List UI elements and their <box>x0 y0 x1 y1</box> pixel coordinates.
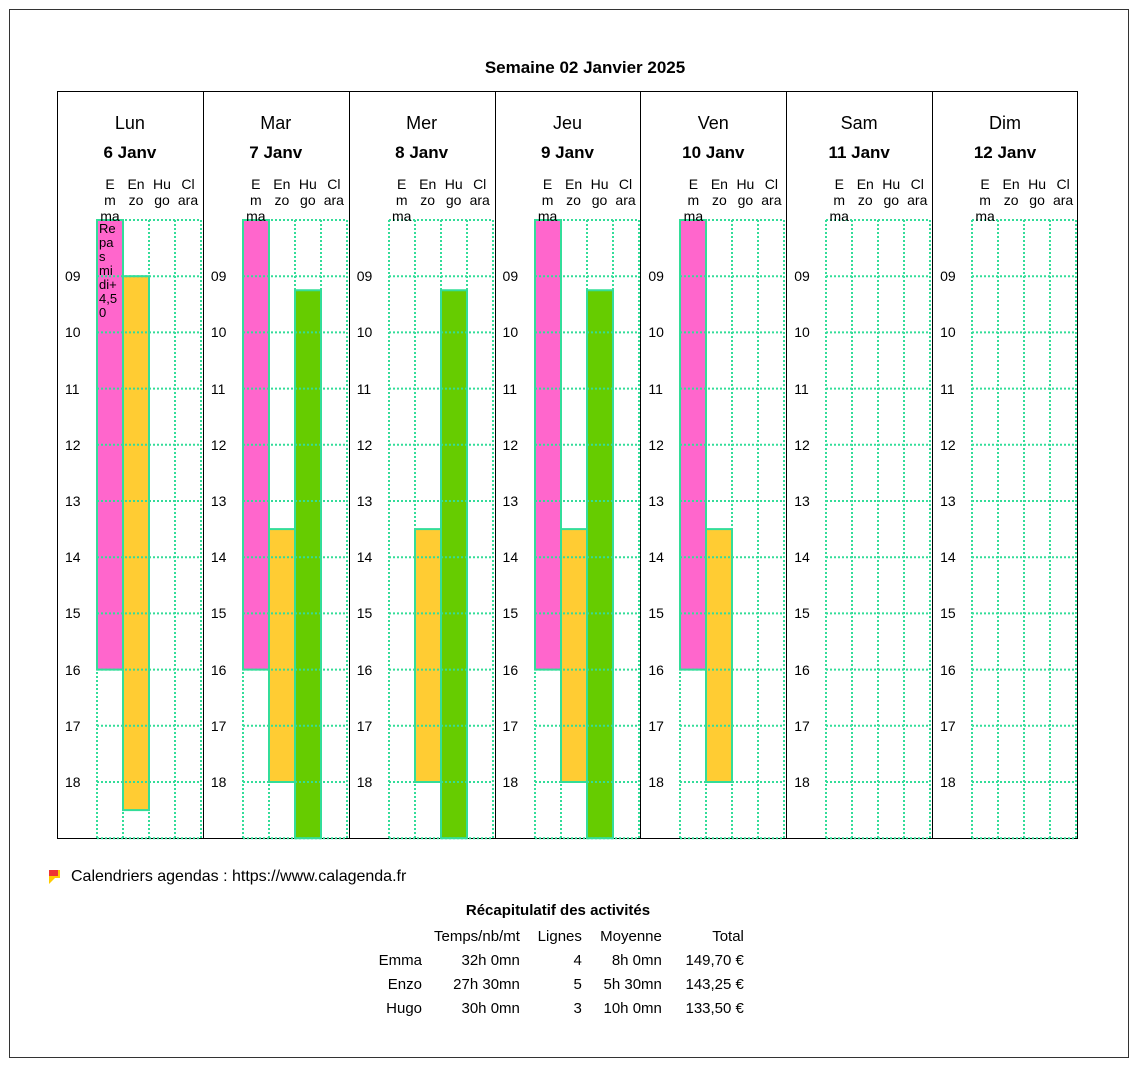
summary-cell: 10h 0mn <box>603 999 662 1017</box>
day-date: 6 Janv <box>103 143 157 162</box>
day-name: Ven <box>697 113 729 133</box>
event-block[interactable] <box>441 290 467 838</box>
hour-label: 13 <box>502 493 519 509</box>
hour-label: 16 <box>210 661 227 678</box>
summary-cell: 5 <box>573 975 582 993</box>
hour-label: 16 <box>502 661 519 678</box>
day-separator <box>932 91 933 839</box>
event-block[interactable] <box>706 529 732 782</box>
hour-label: 14 <box>65 549 81 566</box>
person-lane-label: Hu go <box>444 176 463 208</box>
summary-title: Récapitulatif des activités <box>465 902 651 919</box>
hour-label: 10 <box>356 324 373 341</box>
footer-text: Calendriers agendas : https://www.calagenda.fr <box>71 868 407 885</box>
day-column <box>932 91 1078 839</box>
day-name: Mar <box>260 113 292 133</box>
day-separator <box>495 91 496 839</box>
hour-label: 15 <box>940 605 956 622</box>
hour-label: 11 <box>794 380 809 397</box>
hour-label: 12 <box>65 436 81 453</box>
person-lane-label: Hu go <box>1028 176 1047 208</box>
hour-label: 15 <box>502 605 519 622</box>
person-lane-label: En zo <box>273 176 291 208</box>
summary-cell: 143,25 € <box>685 975 744 993</box>
summary-cell: 3 <box>573 999 582 1017</box>
hour-label: 13 <box>356 493 373 509</box>
hour-label: 14 <box>794 549 810 566</box>
event-block[interactable] <box>561 529 587 782</box>
day-name: Mer <box>406 113 438 133</box>
summary-cell: Enzo <box>387 975 422 993</box>
hour-label: 15 <box>210 605 227 622</box>
person-lane-label: E m ma <box>829 176 849 224</box>
summary-cell: 8h 0mn <box>611 951 662 969</box>
hour-label: 13 <box>210 493 227 509</box>
summary-cell: 27h 30mn <box>453 975 520 993</box>
hour-label: 14 <box>356 549 373 566</box>
day-column <box>640 91 786 839</box>
hour-label: 16 <box>940 661 956 678</box>
person-lane-label: Cl ara <box>907 176 928 208</box>
person-lane-label: E m ma <box>246 176 266 224</box>
day-date: 7 Janv <box>249 143 303 162</box>
event-block[interactable] <box>587 290 613 838</box>
summary-header-cell: Lignes <box>537 927 582 945</box>
hour-label: 17 <box>940 717 956 734</box>
day-column <box>349 91 495 839</box>
hour-label: 16 <box>356 661 373 678</box>
hour-label: 09 <box>940 268 956 285</box>
person-lane-label: Hu go <box>736 176 755 208</box>
hour-label: 12 <box>940 436 956 453</box>
hour-label: 12 <box>210 436 227 453</box>
person-lane-label: Cl ara <box>469 176 490 208</box>
hour-label: 12 <box>356 436 373 453</box>
day-date: 9 Janv <box>541 143 594 162</box>
event-block[interactable] <box>415 529 441 782</box>
hour-label: 09 <box>794 268 810 285</box>
summary-cell: 5h 30mn <box>603 975 662 993</box>
summary-header-cell: Temps/nb/mt <box>434 927 520 945</box>
summary-cell: Emma <box>378 951 422 969</box>
person-lane-label: En zo <box>710 176 728 208</box>
hour-label: 11 <box>502 380 518 397</box>
day-column <box>786 91 932 839</box>
hour-label: 11 <box>210 380 226 397</box>
summary-row <box>366 996 750 1020</box>
person-lane-label: En zo <box>127 176 145 208</box>
person-lane-label: En zo <box>856 176 874 208</box>
hour-label: 18 <box>648 774 664 790</box>
hour-label: 10 <box>65 324 81 341</box>
hour-label: 17 <box>210 717 227 734</box>
hour-label: 18 <box>502 774 519 790</box>
person-lane-label: E m ma <box>100 176 120 224</box>
summary-header-row <box>366 924 750 948</box>
hour-label: 13 <box>65 493 81 509</box>
hour-label: 10 <box>794 324 810 341</box>
hour-label: 12 <box>794 436 810 453</box>
hour-label: 11 <box>648 380 663 397</box>
day-date: 11 Janv <box>828 143 890 162</box>
hour-label: 14 <box>502 549 519 566</box>
hour-label: 09 <box>356 268 373 285</box>
day-name: Dim <box>989 113 1022 133</box>
footer-link[interactable] <box>47 868 406 886</box>
summary-header-cell: Total <box>712 927 744 945</box>
person-lane-label: Cl ara <box>1052 176 1074 208</box>
day-date: 10 Janv <box>682 143 745 162</box>
person-lane-label: Hu go <box>590 176 609 208</box>
hour-label: 15 <box>794 605 810 622</box>
day-column <box>495 91 641 839</box>
person-lane-label: E m ma <box>391 176 412 224</box>
hour-label: 17 <box>794 717 810 734</box>
summary-cell: 149,70 € <box>685 951 744 969</box>
event-block[interactable] <box>269 529 295 782</box>
summary-cell: 4 <box>573 951 582 969</box>
hour-label: 18 <box>65 774 81 790</box>
summary-cell: Hugo <box>386 999 422 1017</box>
hour-label: 13 <box>940 493 956 509</box>
hour-label: 14 <box>210 549 227 566</box>
calagenda-logo-icon <box>47 869 63 885</box>
hour-label: 09 <box>648 268 664 285</box>
person-lane-label: E m ma <box>975 176 995 224</box>
event-block[interactable] <box>123 276 149 810</box>
hour-label: 15 <box>356 605 373 622</box>
day-separator <box>349 91 350 839</box>
hour-label: 09 <box>65 268 81 285</box>
person-lane-label: Hu go <box>882 176 901 208</box>
summary-row <box>366 948 750 972</box>
day-separator <box>786 91 787 839</box>
hour-label: 09 <box>502 268 519 285</box>
person-lane-label: Hu go <box>298 176 317 208</box>
hour-label: 12 <box>648 436 664 453</box>
hour-label: 18 <box>210 774 227 790</box>
hour-label: 10 <box>502 324 519 341</box>
day-name: Lun <box>114 113 145 133</box>
summary-cell: 30h 0mn <box>461 999 520 1017</box>
hour-label: 10 <box>210 324 227 341</box>
event-label: Repas midi+4,50 <box>99 221 118 320</box>
summary-cell: 133,50 € <box>685 999 744 1017</box>
day-column <box>57 91 203 839</box>
day-name: Jeu <box>552 113 582 133</box>
hour-label: 18 <box>794 774 810 790</box>
hour-label: 12 <box>502 436 519 453</box>
person-lane-label: Cl ara <box>615 176 636 208</box>
person-lane-label: Cl ara <box>761 176 782 208</box>
summary-table <box>366 924 750 1020</box>
person-lane-label: Hu go <box>153 176 171 208</box>
summary-row <box>366 972 750 996</box>
hour-label: 17 <box>356 717 373 734</box>
hour-label: 11 <box>356 380 372 397</box>
hour-label: 18 <box>940 774 956 790</box>
day-column <box>203 91 349 839</box>
hour-label: 15 <box>648 605 664 622</box>
day-date: 8 Janv <box>395 143 449 162</box>
person-lane-label: E m ma <box>537 176 558 224</box>
hour-label: 15 <box>65 605 81 622</box>
hour-label: 13 <box>648 493 664 509</box>
person-lane-label: En zo <box>1002 176 1020 208</box>
person-lane-label: Cl ara <box>323 176 344 208</box>
hour-label: 16 <box>648 661 664 678</box>
hour-label: 17 <box>502 717 519 734</box>
day-separator <box>640 91 641 839</box>
hour-label: 10 <box>648 324 664 341</box>
hour-label: 11 <box>940 380 955 397</box>
day-date: 12 Janv <box>973 143 1037 162</box>
day-separator <box>203 91 204 839</box>
hour-label: 13 <box>794 493 810 509</box>
summary-header-cell: Moyenne <box>600 927 662 945</box>
page-title: Semaine 02 Janvier 2025 <box>484 58 686 77</box>
hour-label: 16 <box>65 661 81 678</box>
day-name: Sam <box>840 113 878 133</box>
hour-label: 16 <box>794 661 810 678</box>
person-lane-label: E m ma <box>683 176 704 224</box>
hour-label: 14 <box>940 549 956 566</box>
hour-label: 17 <box>65 717 81 734</box>
person-lane-label: En zo <box>419 176 437 208</box>
person-lane-label: En zo <box>564 176 583 208</box>
person-lane-label: Cl ara <box>177 176 199 208</box>
hour-label: 14 <box>648 549 664 566</box>
hour-label: 18 <box>356 774 373 790</box>
summary-header-cell <box>366 924 428 948</box>
hour-label: 11 <box>65 380 80 397</box>
hour-label: 17 <box>648 717 664 734</box>
hour-label: 09 <box>210 268 227 285</box>
summary-cell: 32h 0mn <box>461 951 520 969</box>
hour-label: 10 <box>940 324 956 341</box>
event-block[interactable] <box>295 290 321 838</box>
